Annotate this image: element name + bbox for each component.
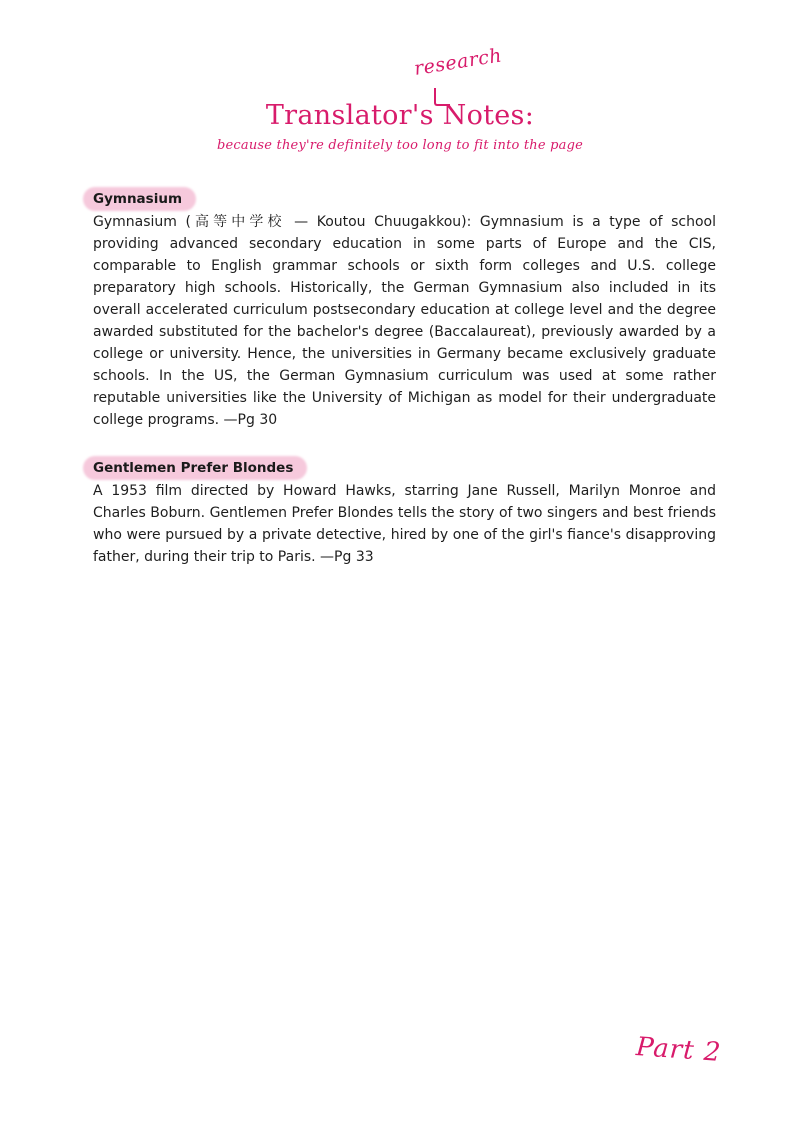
note-gymnasium [93,188,716,431]
notes-list [93,188,716,594]
note-body: Gymnasium (高等中学校 — Koutou Chuugakkou): Gymnasium is a type of school providing advanced secondary education in some parts of Europe and the CIS, comparable to English grammar schools or sixth form colleges and U.S. college preparatory high schools. Historically, the German Gymnasium also included in its overall accelerated curriculum postsecondary education at college level and the degree awarded substituted for the bachelor's degree (Baccalaureat), previously awarded by a college or university. Hence, the universities in Germany became exclusively graduate schools. In the US, the German Gymnasium curriculum was used at some rather reputable universities like the University of Michigan as model for their undergraduate college programs. —Pg 30 [93,214,716,428]
page-title: Translator's Notes: [265,100,535,131]
note-body: A 1953 film directed by Howard Hawks, starring Jane Russell, Marilyn Monroe and Charles Boburn. Gentlemen Prefer Blondes tells the story of two singers and best friends who were pursued by a private detective, hired by one of the girl's fiance's disapproving father, during their trip to Paris. —Pg 33 [93,483,716,565]
page-header [0,0,800,170]
part-label: Part 2 [634,1032,723,1068]
title-insertion-note: research [412,44,504,80]
note-heading: Gymnasium [93,189,192,209]
page-subtitle: because they're definitely too long to fit into the page [217,138,583,153]
note-gentlemen-prefer-blondes [93,457,716,568]
note-heading: Gentlemen Prefer Blondes [93,458,303,478]
